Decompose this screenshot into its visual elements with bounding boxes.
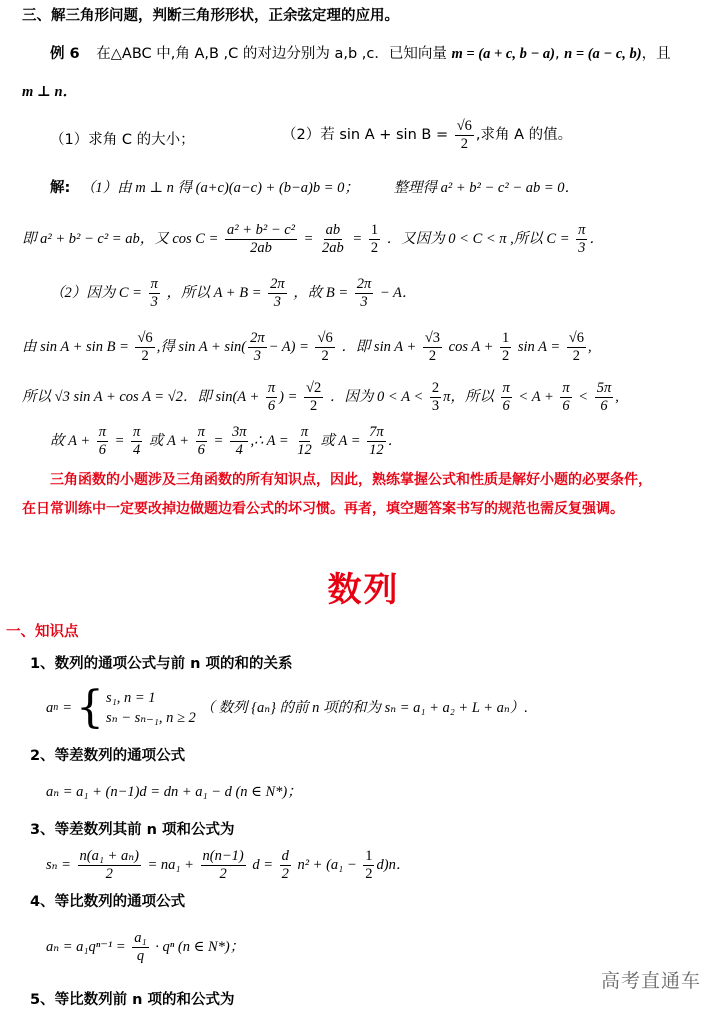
- s4b: ,得 sin A + sin(: [156, 339, 247, 356]
- item2-title: 2、等差数列的通项公式: [30, 748, 186, 764]
- item2-formula: aₙ = a₁ + (n−1)d = dn + a₁ − d (n ∈ N*)；: [46, 784, 302, 800]
- item3-formula: [46, 848, 727, 882]
- s6-frac1: $\frac{\pi}{6}$: [98, 424, 107, 458]
- solution-line3: [50, 276, 727, 310]
- item4-frac1: $\frac{\text{a₁}}{q}$: [134, 930, 147, 964]
- s5-frac3: $\frac{2}{3}$: [431, 380, 440, 414]
- solution-line2: [22, 222, 727, 256]
- s3-frac1: $\frac{\pi}{3}$: [150, 276, 158, 310]
- item1-case2: sₙ − sₙ₋₁, n ≥ 2: [106, 710, 196, 726]
- s4e: cos A +: [448, 339, 494, 356]
- q2-post: ,求角 A 的值。: [475, 127, 573, 144]
- s4a: 由 sin A + sin B =: [22, 339, 129, 356]
- vector-n: n = (a − c, b): [564, 46, 642, 62]
- example6-perp: m ⊥ n．: [22, 84, 78, 100]
- solution-s1a: （1）由 m ⊥ n 得 (a+c)(a−c) + (b−a)b = 0；: [80, 180, 359, 196]
- section-big-title: 数列: [327, 570, 400, 610]
- item3-mid3: n² + (a₁ −: [297, 857, 357, 874]
- item3-frac2: $\frac{n(n-1)}{2}$: [202, 848, 244, 882]
- s5-frac4: $\frac{\pi}{6}$: [502, 380, 510, 414]
- example6-line1: 例 6 在△ABC 中,角 A,B ,C 的对边分别为 a,b ,c．已知向量 m = (a + c, b − a), n = (a − c, b)，且: [50, 46, 671, 62]
- q2-fraction: $\frac{√6}{2}$: [456, 118, 472, 152]
- note-line2: 在日常训练中一定要改掉边做题边看公式的坏习惯。再者，填空题答案书写的规范也需反复强调。: [22, 501, 624, 517]
- solution-line1: [50, 178, 727, 198]
- s5a: 所以 √3 sin A + cos A = √2．即 sin(A +: [22, 389, 260, 406]
- s5-frac1: $\frac{\pi}{6}$: [267, 380, 276, 414]
- s4c: − A) =: [268, 339, 309, 356]
- s5-frac2: $\frac{√2}{2}$: [306, 380, 322, 414]
- s2-end: ．: [589, 231, 604, 248]
- s6g: ．: [387, 433, 403, 450]
- vector-m: m = (a + c, b − a): [451, 46, 555, 62]
- item3-frac4: $\frac{1}{2}$: [365, 848, 373, 882]
- s4d: ．即 sin A +: [341, 339, 417, 356]
- s2b: ．又因为 0 < C < π ,所以 C =: [386, 231, 570, 248]
- s6-frac3: $\frac{\pi}{6}$: [197, 424, 205, 458]
- item1-piecewise: a n = { s₁, n = 1 sₙ − sₙ₋₁, n ≥ 2: [46, 682, 196, 733]
- item3-lhs: sₙ =: [46, 857, 71, 874]
- item5-title: 5、等比数列前 n 项的和公式为: [30, 992, 235, 1008]
- s3b: ，所以 A + B =: [166, 285, 262, 302]
- item3-frac1: $\frac{\text{n(a₁ + aₙ)}}{2}$: [79, 848, 139, 882]
- item1-lhs-sub: n: [53, 702, 59, 713]
- item1-formula: [46, 682, 727, 733]
- item3-title: 3、等差数列其前 n 项和公式为: [30, 822, 235, 838]
- item4-end: · qⁿ (n ∈ N*)；: [155, 939, 245, 956]
- item4-formula: [46, 930, 727, 964]
- item3-mid: = na₁ +: [147, 857, 194, 874]
- s4-frac3: $\frac{√6}{2}$: [317, 330, 333, 364]
- s4-frac6: $\frac{√6}{2}$: [568, 330, 584, 364]
- s4f: sin A =: [517, 339, 561, 356]
- s5f: <: [578, 389, 589, 406]
- s6c: 或 A +: [148, 433, 190, 450]
- s6e: ,∴ A =: [250, 433, 289, 450]
- item3-frac3: $\frac{d}{2}$: [281, 848, 289, 882]
- solution-s1b: 整理得 a² + b² − c² − ab = 0．: [393, 180, 580, 196]
- item1-tail: （ 数列 {aₙ} 的前 n 项的和为 sₙ = a₁ + a₂ + L + aₙ）.: [200, 700, 528, 716]
- s2a: 即 a² + b² − c² = ab，又 cos C =: [22, 231, 219, 248]
- solution-line4: [22, 330, 727, 364]
- s3-frac3: $\frac{2\pi}{3}$: [356, 276, 372, 310]
- s6b: =: [114, 433, 125, 450]
- s6d: =: [213, 433, 224, 450]
- item3-mid2: d =: [252, 857, 273, 874]
- s3a: （2）因为 C =: [50, 285, 142, 302]
- s2-frac4: $\frac{\pi}{3}$: [578, 222, 586, 256]
- solution-line5: [22, 380, 727, 414]
- example6-and: ，且: [641, 46, 671, 62]
- s6f: 或 A =: [320, 433, 361, 450]
- s4-frac2: $\frac{2\pi}{3}$: [250, 330, 265, 364]
- left-brace-icon: {: [76, 682, 105, 733]
- question-1: （1）求角 C 的大小；: [50, 132, 195, 148]
- s5d: π，所以: [443, 389, 494, 406]
- s2-frac2: $\frac{ab}{2ab}$: [322, 222, 344, 256]
- s6-frac5: $\frac{\pi}{12}$: [297, 424, 312, 458]
- example6-text: 在△ABC 中,角 A,B ,C 的对边分别为 a,b ,c．已知向量: [96, 46, 447, 62]
- item4-title: 4、等比数列的通项公式: [30, 894, 186, 910]
- question-2: [282, 118, 727, 152]
- item1-case1: s₁, n = 1: [106, 690, 156, 706]
- item4-lhs: aₙ = a₁qⁿ⁻¹ =: [46, 939, 126, 956]
- s4-frac4: $\frac{√3}{2}$: [424, 330, 441, 364]
- s6-frac2: $\frac{\pi}{4}$: [133, 424, 141, 458]
- s6-frac4: $\frac{3\pi}{4}$: [231, 424, 247, 458]
- watermark: 高考直通车: [600, 970, 701, 992]
- section3-title: 三、解三角形问题，判断三角形形状，正余弦定理的应用。: [22, 8, 399, 24]
- s5c: ．因为 0 < A <: [329, 389, 424, 406]
- item1-title: 1、数列的通项公式与前 n 项的和的关系: [30, 656, 293, 672]
- solution-line6: [50, 424, 727, 458]
- s3c: ，故 B =: [293, 285, 349, 302]
- s5-frac5: $\frac{\pi}{6}$: [562, 380, 570, 414]
- s2-frac3: $\frac{1}{2}$: [370, 222, 379, 256]
- note-line1: 三角函数的小题涉及三角函数的所有知识点，因此，熟练掌握公式和性质是解好小题的必要条件，: [50, 472, 652, 488]
- example6-label: 例 6: [50, 46, 80, 62]
- s2-eq2: =: [352, 231, 363, 248]
- s4g: ,: [587, 339, 592, 356]
- s6a: 故 A +: [50, 433, 91, 450]
- solution-label: 解:: [50, 180, 71, 196]
- s2-frac1: $\frac{\text{a² + b² − c²}}{2ab}$: [226, 222, 296, 256]
- s5-frac6: $\frac{5\pi}{6}$: [596, 380, 612, 414]
- s3-frac2: $\frac{2\pi}{3}$: [270, 276, 285, 310]
- q2-pre: （2）若 sin A + sin B =: [282, 127, 449, 144]
- s2-eq1: =: [303, 231, 314, 248]
- s5b: ) =: [279, 389, 298, 406]
- s4-frac5: $\frac{1}{2}$: [501, 330, 510, 364]
- knowledge-title: 一、知识点: [6, 624, 79, 640]
- s6-frac6: $\frac{7\pi}{12}$: [369, 424, 384, 458]
- s5e: < A +: [518, 389, 554, 406]
- s3d: − A．: [379, 285, 417, 302]
- s5g: ,: [615, 389, 619, 406]
- item3-end: d)n．: [376, 857, 411, 874]
- item1-lhs: a: [46, 700, 54, 716]
- s4-frac1: $\frac{√6}{2}$: [137, 330, 153, 364]
